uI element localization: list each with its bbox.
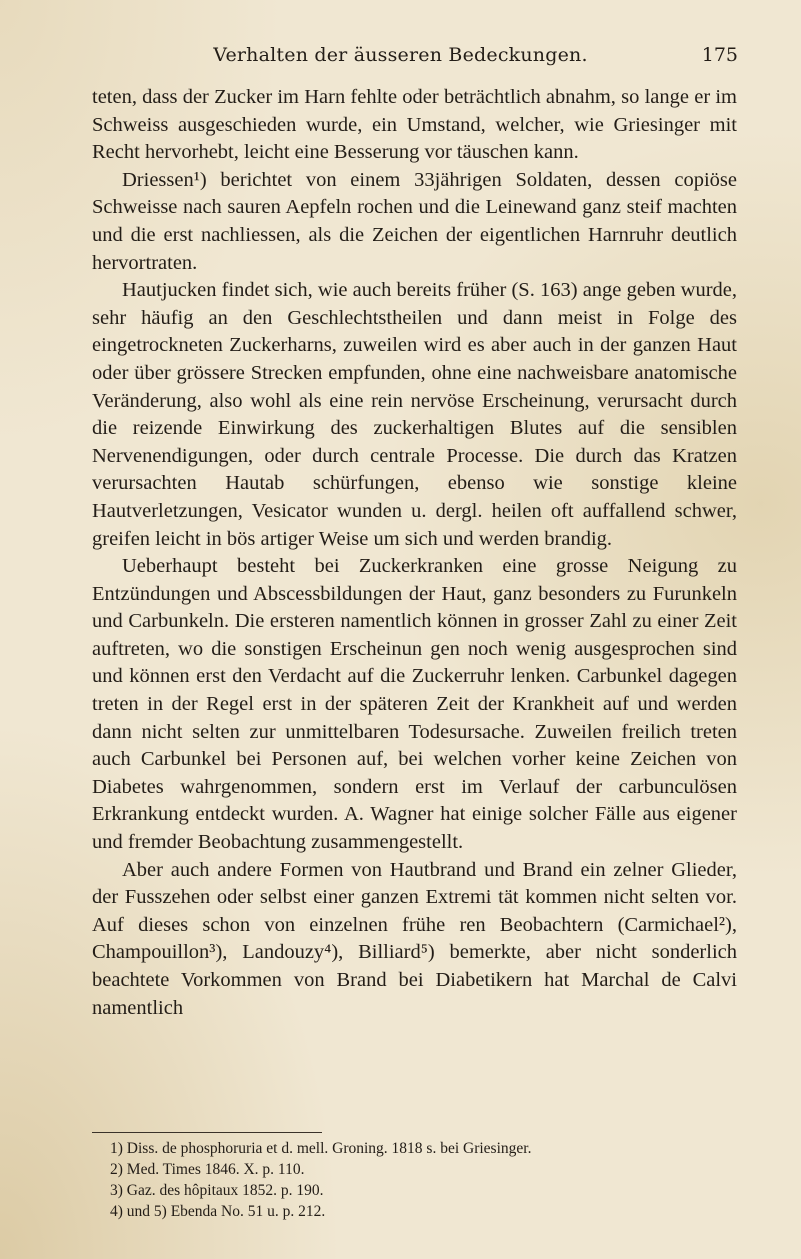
text-line: teten, dass der Zucker im Harn fehlte oder beträchtlich abnahm, so	[92, 86, 645, 108]
text-line: wie Griesinger mit Recht hervorhebt, leicht eine Besserung vor	[92, 113, 737, 164]
paragraph-2	[92, 167, 737, 277]
text-line: artiger Weise um sich und werden brandig.	[260, 527, 613, 550]
text-line: zuckerhaltigen Blutes auf die sensiblen Nervenendigungen, oder durch	[92, 417, 737, 467]
text-line: eigentlichen Harnruhr deutlich hervortraten.	[92, 223, 737, 274]
text-line: ren Beobachtern (Carmichael²), Champouillon³), Landouzy⁴),	[92, 913, 737, 964]
text-line: von Brand bei Diabetikern hat Marchal de Calvi namentlich	[92, 969, 737, 1019]
text-line: Carbunkel bei Personen auf, bei welchen vorher keine Zeichen von	[140, 748, 737, 771]
text-line: wunden u. dergl. heilen oft auffallend schwer, greifen leicht in bös	[92, 499, 737, 550]
text-line: lange er im Schweiss ausgeschieden wurde, ein Umstand, welcher,	[92, 86, 738, 136]
footnotes	[110, 1138, 740, 1222]
text-line: ganz steif machten und die erst nachliessen, als die Zeichen der	[92, 196, 737, 246]
text-line: Folge des eingetrockneten Zuckerharns, zuweilen wird es aber auch	[92, 306, 737, 357]
text-line: centrale Processe. Die durch das Kratzen verursachten Hautab	[92, 444, 737, 495]
text-line: Billiard⁵) bemerkte, aber nicht sonderlich beachtete Vorkommen	[92, 941, 737, 991]
text-line: selten zur unmittelbaren Todesursache. Zuweilen freilich treten auch	[92, 720, 737, 771]
footnote-3: 3) Gaz. des hôpitaux 1852. p. 190.	[110, 1182, 324, 1199]
text-line: täuschen kann.	[456, 141, 579, 164]
body-text	[92, 84, 737, 1022]
text-line: Hautjucken findet sich, wie auch bereits früher (S. 163) ange	[122, 279, 622, 302]
footnote-2: 2) Med. Times 1846. X. p. 110.	[110, 1161, 305, 1178]
text-line: schürfungen, ebenso wie sonstige kleine Hautverletzungen, Vesicator	[92, 472, 737, 522]
text-line: eine nachweisbare anatomische Veränderung, also wohl als eine rein	[92, 361, 737, 412]
footnote-1: 1) Diss. de phosphoruria et d. mell. Groning. 1818 s. bei Griesinger.	[110, 1140, 532, 1157]
text-line: Entzündungen und Abscessbildungen der Haut, ganz besonders zu	[92, 582, 653, 605]
footnote-divider	[92, 1132, 322, 1133]
text-line: Aber auch andere Formen von Hautbrand und Brand ein	[122, 858, 606, 881]
running-title: Verhalten der äusseren Bedeckungen.	[213, 44, 588, 66]
text-line: in der ganzen Haut oder über grössere Strecken empfunden, ohne	[92, 334, 737, 384]
text-line: Ueberhaupt besteht bei Zuckerkranken eine grosse Neigung zu	[122, 555, 737, 578]
text-line: geben wurde, sehr häufig an den Geschlechtstheilen und dann meist in	[92, 279, 738, 329]
paragraph-4	[92, 553, 737, 857]
text-line: Driessen¹) berichtet von einem 33jährigen Soldaten, dessen	[122, 168, 675, 191]
page-number: 175	[701, 44, 738, 66]
footnote-4: 4) und 5) Ebenda No. 51 u. p. 212.	[110, 1203, 326, 1220]
page-header	[0, 44, 801, 74]
text-line: in grosser Zahl zu einer Zeit auftreten, wo die sonstigen Erscheinun	[92, 610, 737, 660]
text-line: nervöse Erscheinung, verursacht durch die reizende Einwirkung des	[92, 389, 737, 440]
text-line: copiöse Schweisse nach sauren Aepfeln rochen und die Leinewand	[92, 168, 737, 219]
text-line: Diabetes wahrgenommen, sondern erst im Verlauf der carbunculösen	[92, 775, 737, 798]
text-line: gen noch wenig ausgesprochen sind und können erst den Verdacht	[92, 637, 738, 688]
text-line: aus eigener und fremder Beobachtung zusammengestellt.	[92, 803, 737, 854]
text-line: tät kommen nicht selten vor. Auf dieses schon von einzelnen frühe	[92, 886, 737, 936]
text-line: erst in der späteren Zeit der Krankheit auf und werden dann nicht	[92, 693, 737, 743]
text-line: zelner Glieder, der Fusszehen oder selbst einer ganzen Extremi	[92, 858, 738, 909]
text-line: Erkrankung entdeckt wurden. A. Wagner hat einige solcher Fälle	[92, 803, 643, 826]
text-line: Furunkeln und Carbunkeln. Die ersteren namentlich können	[92, 582, 737, 633]
paragraph-1	[92, 84, 737, 167]
paragraph-3	[92, 277, 737, 553]
paragraph-5	[92, 857, 737, 1023]
text-line: auf die Zuckerruhr lenken. Carbunkel dagegen treten in der Regel	[92, 665, 737, 716]
